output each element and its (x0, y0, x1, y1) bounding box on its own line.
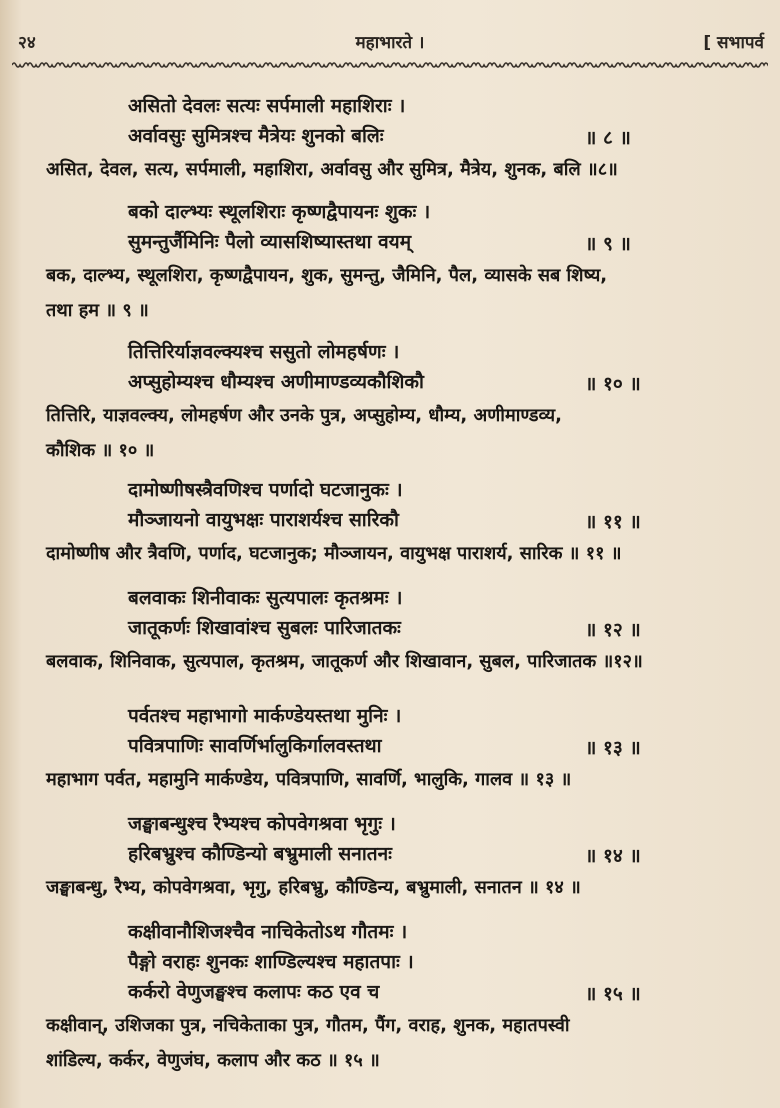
verse-number: ॥ १५ ॥ (585, 983, 641, 1005)
sanskrit-verse-line: कक्षीवानौशिजश्चैव नाचिकेतोऽथ गौतमः । (128, 921, 408, 943)
sanskrit-verse-line: तित्तिरिर्याज्ञवल्क्यश्च ससुतो लोमहर्षणः । (128, 341, 400, 363)
sanskrit-verse-line: पवित्रपाणिः सावर्णिर्भालुकिर्गालवस्तथा (128, 735, 382, 757)
sanskrit-verse-line: बलवाकः शिनीवाकः सुत्यपालः कृतश्रमः । (128, 587, 403, 609)
sanskrit-verse-line: अर्वावसुः सुमित्रश्च मैत्रेयः शुनको बलिः (128, 125, 384, 147)
page-number: २४ (18, 33, 36, 53)
sanskrit-verse-line: अप्सुहोम्यश्च धौम्यश्च अणीमाण्डव्यकौशिकौ (128, 371, 424, 393)
sanskrit-verse-line: बको दाल्भ्यः स्थूलशिराः कृष्णद्वैपायनः शुकः । (128, 201, 431, 223)
hindi-translation-line: जङ्घाबन्धु, रैभ्य, कोपवेगश्रवा, भृगु, हरिबभ्रु, कौण्डिन्य, बभ्रुमाली, सनातन ॥ १४ ॥ (46, 877, 581, 898)
sanskrit-verse-line: सुमन्तुर्जैमिनिः पैलो व्यासशिष्यास्तथा वयम् (128, 231, 412, 253)
hindi-translation-line: कक्षीवान्, उशिजका पुत्र, नचिकेताका पुत्र, गौतम, पैंग, वराह, शुनक, महातपस्वी (46, 1015, 570, 1036)
running-title: महाभारते । (355, 33, 425, 53)
verse-number: ॥ १४ ॥ (585, 845, 641, 867)
verse-number: ॥ १३ ॥ (585, 737, 641, 759)
sanskrit-verse-line: पर्वतश्च महाभागो मार्कण्डेयस्तथा मुनिः । (128, 705, 402, 727)
section-title: [ सभापर्व (703, 33, 764, 53)
sanskrit-verse-line: असितो देवलः सत्यः सर्पमाली महाशिराः । (128, 95, 406, 117)
hindi-translation-line: बक, दाल्भ्य, स्थूलशिरा, कृष्णद्वैपायन, शुक, सुमन्तु, जैमिनि, पैल, व्यासके सब शिष्य, (46, 265, 608, 286)
hindi-translation-line: शांडिल्य, कर्कर, वेणुजंघ, कलाप और कठ ॥ १५ ॥ (46, 1050, 380, 1071)
verse-number: ॥ ८ ॥ (585, 127, 631, 149)
hindi-translation-line: असित, देवल, सत्य, सर्पमाली, महाशिरा, अर्वावसु और सुमित्र, मैत्रेय, शुनक, बलि ॥८॥ (46, 159, 618, 180)
sanskrit-verse-line: पैङ्गो वराहः शुनकः शाण्डिल्यश्च महातपाः । (128, 951, 414, 973)
verse-number: ॥ १० ॥ (585, 373, 641, 395)
hindi-translation-line: तथा हम ॥ ९ ॥ (46, 300, 149, 321)
hindi-translation-line: तित्तिरि, याज्ञवल्क्य, लोमहर्षण और उनके पुत्र, अप्सुहोम्य, धौम्य, अणीमाण्डव्य, (46, 405, 562, 426)
hindi-translation-line: बलवाक, शिनिवाक, सुत्यपाल, कृतश्रम, जातूकर्ण और शिखावान, सुबल, पारिजातक ॥१२॥ (46, 651, 643, 672)
hindi-translation-line: महाभाग पर्वत, महामुनि मार्कण्डेय, पवित्रपाणि, सावर्णि, भालुकि, गालव ॥ १३ ॥ (46, 769, 572, 790)
sanskrit-verse-line: हरिबभ्रुश्च कौण्डिन्यो बभ्रुमाली सनातनः (128, 843, 392, 865)
verse-number: ॥ ११ ॥ (585, 511, 641, 533)
sanskrit-verse-line: दामोष्णीषस्त्रैवणिश्च पर्णादो घटजानुकः । (128, 479, 403, 501)
sanskrit-verse-line: कर्करो वेणुजङ्घश्च कलापः कठ एव च (128, 981, 380, 1003)
sanskrit-verse-line: मौञ्जायनो वायुभक्षः पाराशर्यश्च सारिकौ (128, 509, 399, 531)
hindi-translation-line: दामोष्णीष और त्रैवणि, पर्णाद, घटजानुक; मौञ्जायन, वायुभक्ष पाराशर्य, सारिक ॥ ११ ॥ (46, 543, 622, 564)
sanskrit-verse-line: जातूकर्णः शिखावांश्च सुबलः पारिजातकः (128, 617, 401, 639)
hindi-translation-line: कौशिक ॥ १० ॥ (46, 440, 155, 461)
sanskrit-verse-line: जङ्घाबन्धुश्च रैभ्यश्च कोपवेगश्रवा भृगुः । (128, 813, 396, 835)
verse-number: ॥ ९ ॥ (585, 233, 631, 255)
verse-number: ॥ १२ ॥ (585, 619, 641, 641)
